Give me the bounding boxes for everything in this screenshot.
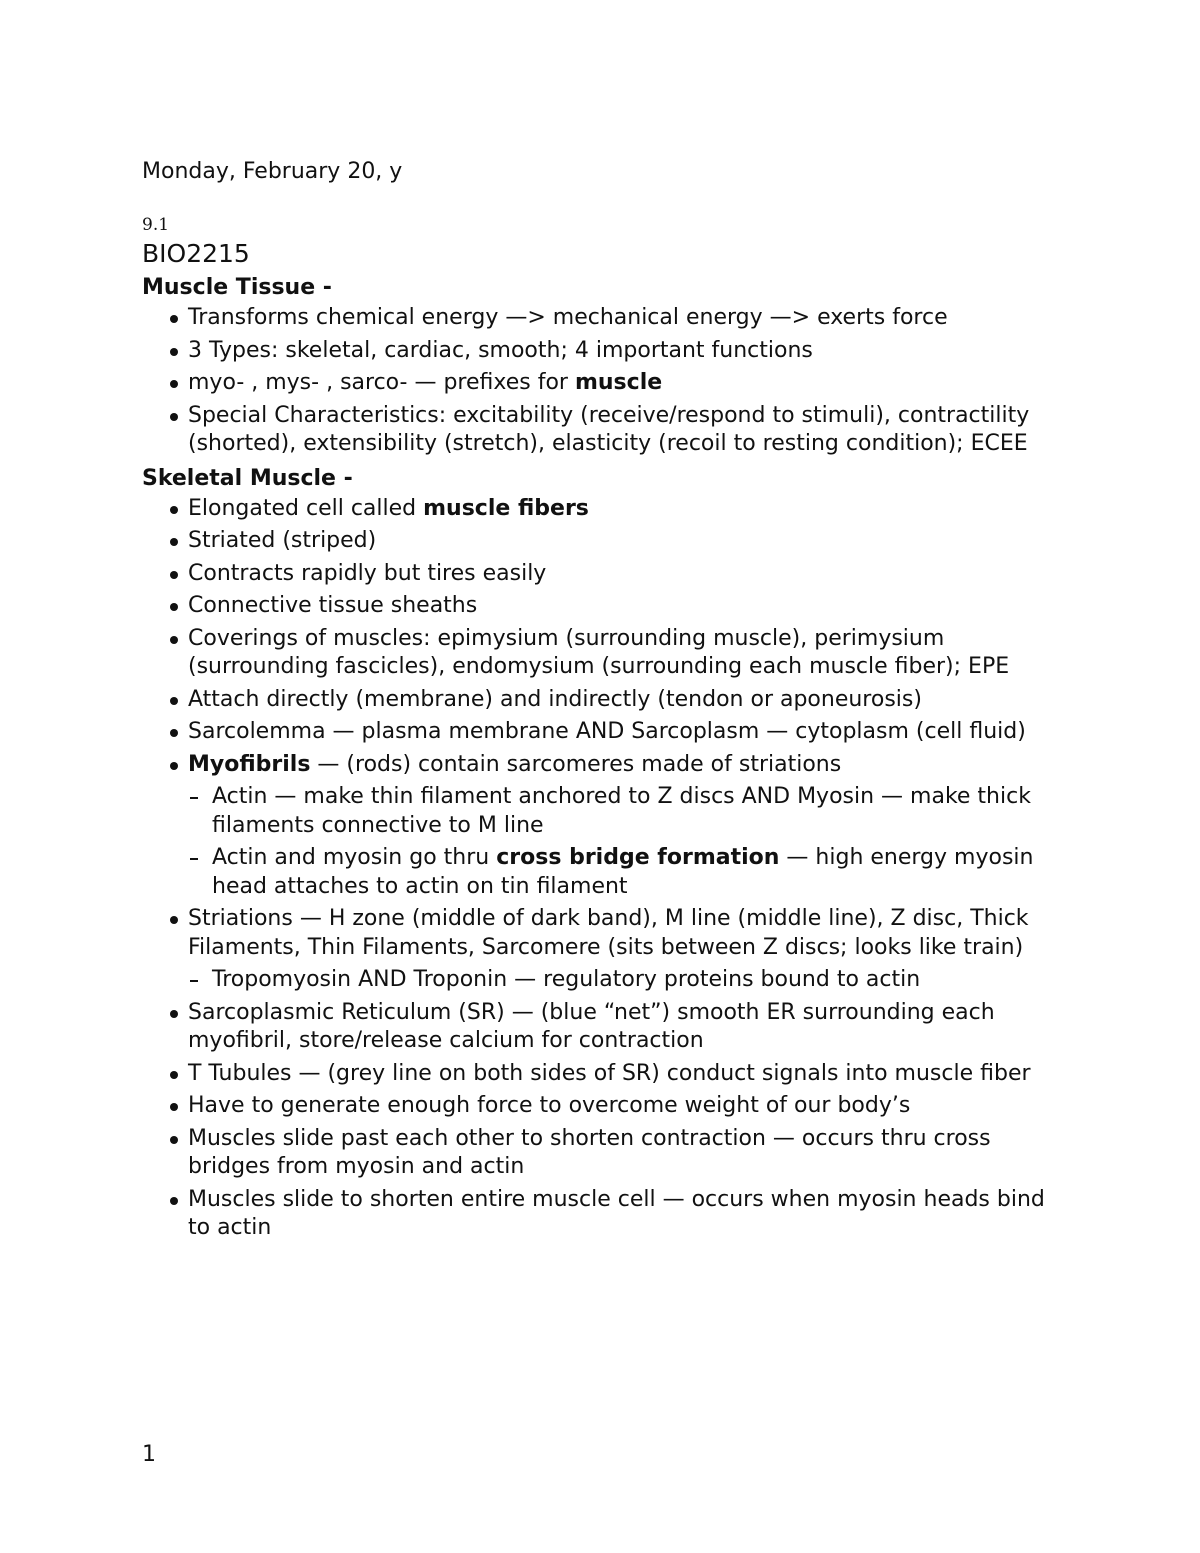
item-text: Attach directly (membrane) and indirectly (tendon or aponeurosis) — [188, 686, 922, 712]
item-text: T Tubules — (grey line on both sides of SR) conduct signals into muscle fiber — [188, 1060, 1031, 1086]
item-text: — (rods) contain sarcomeres made of striations — [310, 751, 842, 777]
bullet-item — [142, 1060, 1072, 1089]
bullet-item — [142, 527, 1072, 556]
section-heading: Muscle Tissue - — [142, 275, 332, 300]
bullet-item — [142, 369, 1072, 398]
item-text: Have to generate enough force to overcome weight of our body’s — [188, 1093, 911, 1118]
bullet-item — [142, 1186, 1072, 1243]
item-text: Special Characteristics: excitability (receive/respond to stimuli), contractility (shorted), extensibility (stretch), elasticity (recoil to resting condition); ECEE — [188, 402, 1030, 456]
bullet-item — [142, 1092, 1072, 1121]
sub-bullet-item — [188, 783, 1072, 840]
section-heading: Skeletal Muscle - — [142, 465, 353, 491]
item-text: Muscles slide past each other to shorten contraction — occurs thru cross bridges from myosin and actin — [188, 1125, 991, 1179]
bullet-item — [142, 495, 1072, 524]
sub-bullet-item — [188, 844, 1072, 901]
item-text: Tropomyosin AND Troponin — regulatory proteins bound to actin — [212, 967, 921, 992]
bullet-list — [142, 304, 1072, 459]
item-text: — high energy myosin head attaches to actin on tin filament — [212, 845, 1034, 899]
bullet-item — [142, 751, 1072, 902]
bullet-item — [142, 905, 1072, 995]
bullet-item — [142, 999, 1072, 1056]
date-line: Monday, February 20, y — [142, 159, 403, 184]
bullet-item — [142, 718, 1072, 747]
item-text: Sarcoplasmic Reticulum (SR) — (blue “net”) smooth ER surrounding each myofibril, store/release calcium for contraction — [188, 999, 995, 1053]
item-text: Connective tissue sheaths — [188, 593, 478, 618]
bold-term: Myofibrils — [188, 751, 311, 777]
bullet-item — [142, 402, 1072, 459]
item-text: Contracts rapidly but tires easily — [188, 560, 547, 586]
bold-term: muscle fibers — [423, 495, 589, 521]
bullet-item — [142, 560, 1072, 589]
item-text: Elongated cell called — [188, 495, 424, 521]
item-text: Striations — H zone (middle of dark band), M line (middle line), Z disc, Thick Filaments, Thin Filaments, Sarcomere (sits between Z discs; looks like train) — [188, 906, 1029, 960]
item-text: Coverings of muscles: epimysium (surrounding muscle), perimysium (surrounding fascicles), endomysium (surrounding each muscle fiber); EPE — [188, 625, 1010, 679]
sub-bullet-list — [188, 783, 1072, 901]
bullet-item — [142, 592, 1072, 621]
bullet-item — [142, 686, 1072, 715]
bullet-item — [142, 1125, 1072, 1182]
item-text: Sarcolemma — plasma membrane AND Sarcoplasm — cytoplasm (cell fluid) — [188, 719, 1026, 744]
sub-bullet-list — [188, 966, 1072, 995]
item-text: Actin — make thin filament anchored to Z discs AND Myosin — make thick filaments connective to M line — [212, 784, 1031, 838]
bold-term: cross bridge formation — [496, 845, 780, 870]
course-code: BIO2215 — [142, 239, 250, 268]
bullet-item — [142, 337, 1072, 366]
notes-body — [142, 272, 1072, 1247]
item-text: Striated (striped) — [188, 528, 377, 553]
item-text: Transforms chemical energy —> mechanical energy —> exerts force — [188, 305, 948, 330]
sub-bullet-item — [188, 966, 1072, 995]
bold-term: muscle — [574, 370, 663, 395]
section-number: 9.1 — [142, 215, 170, 235]
item-text: myo- , mys- , sarco- — prefixes for — [188, 370, 575, 395]
bullet-item — [142, 304, 1072, 333]
bullet-list — [142, 495, 1072, 1243]
item-text: 3 Types: skeletal, cardiac, smooth; 4 important functions — [188, 337, 813, 363]
item-text: Muscles slide to shorten entire muscle cell — occurs when myosin heads bind to actin — [188, 1186, 1045, 1240]
bullet-item — [142, 625, 1072, 682]
item-text: Actin and myosin go thru — [212, 845, 497, 870]
page-number: 1 — [142, 1442, 156, 1467]
